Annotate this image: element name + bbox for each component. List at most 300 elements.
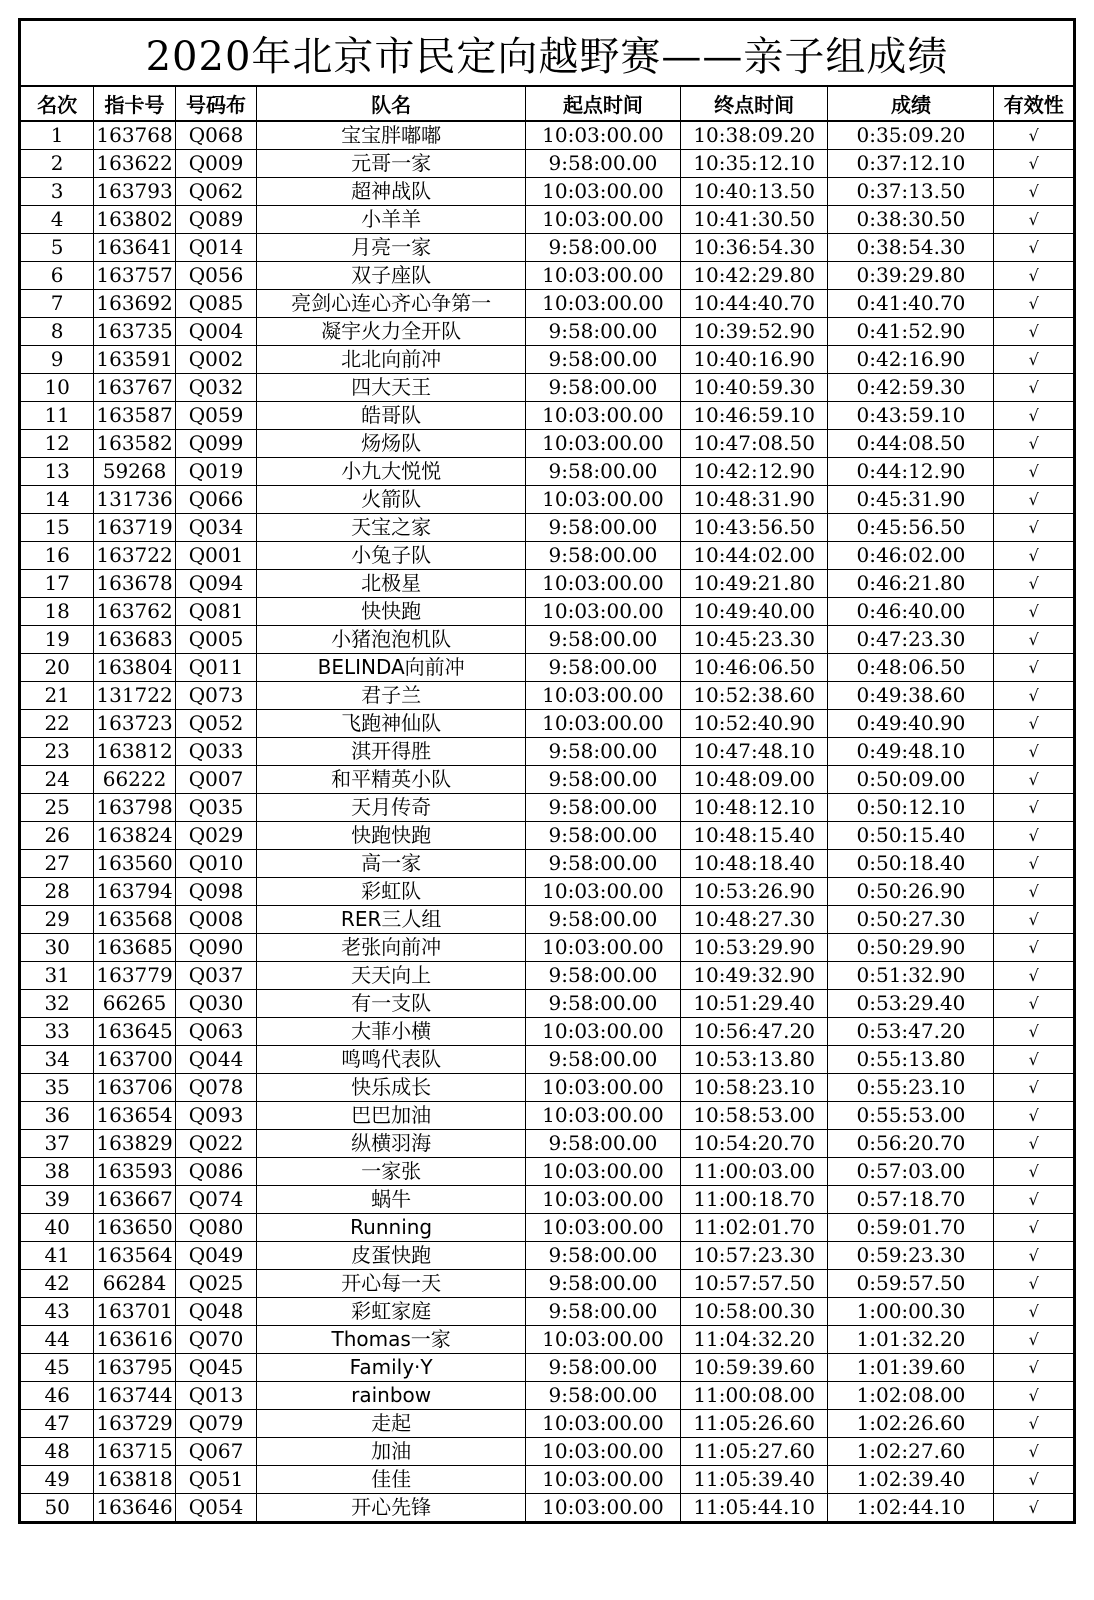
result-time-cell: 0:59:01.70 <box>828 1214 994 1242</box>
column-header-team: 队名 <box>257 86 526 121</box>
validity-cell: √ <box>994 878 1075 906</box>
bib-cell: Q022 <box>175 1130 256 1158</box>
rank-cell: 13 <box>20 458 94 486</box>
table-row <box>20 1130 1075 1158</box>
finish-time-cell: 10:53:26.90 <box>680 878 828 906</box>
column-header-card: 指卡号 <box>94 86 175 121</box>
team-name-cell: 皮蛋快跑 <box>257 1242 526 1270</box>
card-cell: 163768 <box>94 121 175 150</box>
result-time-cell: 0:37:13.50 <box>828 178 994 206</box>
rank-cell: 41 <box>20 1242 94 1270</box>
result-time-cell: 0:41:40.70 <box>828 290 994 318</box>
rank-cell: 4 <box>20 206 94 234</box>
results-sheet <box>18 18 1076 1524</box>
result-time-cell: 0:50:27.30 <box>828 906 994 934</box>
result-time-cell: 0:38:30.50 <box>828 206 994 234</box>
table-row <box>20 121 1075 150</box>
validity-cell: √ <box>994 262 1075 290</box>
validity-cell: √ <box>994 1186 1075 1214</box>
finish-time-cell: 10:40:13.50 <box>680 178 828 206</box>
team-name-cell: 和平精英小队 <box>257 766 526 794</box>
rank-cell: 34 <box>20 1046 94 1074</box>
validity-cell: √ <box>994 346 1075 374</box>
result-time-cell: 0:50:29.90 <box>828 934 994 962</box>
result-time-cell: 0:35:09.20 <box>828 121 994 150</box>
table-row <box>20 1494 1075 1523</box>
rank-cell: 11 <box>20 402 94 430</box>
team-name-cell: 蜗牛 <box>257 1186 526 1214</box>
validity-cell: √ <box>994 150 1075 178</box>
table-row <box>20 682 1075 710</box>
table-row <box>20 514 1075 542</box>
card-cell: 163650 <box>94 1214 175 1242</box>
table-row <box>20 1382 1075 1410</box>
validity-cell: √ <box>994 1466 1075 1494</box>
card-cell: 163593 <box>94 1158 175 1186</box>
column-header-bib: 号码布 <box>175 86 256 121</box>
team-name-cell: 北北向前冲 <box>257 346 526 374</box>
bib-cell: Q090 <box>175 934 256 962</box>
bib-cell: Q099 <box>175 430 256 458</box>
start-time-cell: 9:58:00.00 <box>526 458 681 486</box>
bib-cell: Q019 <box>175 458 256 486</box>
table-row <box>20 990 1075 1018</box>
column-header-finish-time: 终点时间 <box>680 86 828 121</box>
bib-cell: Q079 <box>175 1410 256 1438</box>
team-name-cell: 皓哥队 <box>257 402 526 430</box>
finish-time-cell: 10:47:48.10 <box>680 738 828 766</box>
rank-cell: 49 <box>20 1466 94 1494</box>
rank-cell: 10 <box>20 374 94 402</box>
bib-cell: Q052 <box>175 710 256 738</box>
rank-cell: 27 <box>20 850 94 878</box>
validity-cell: √ <box>994 794 1075 822</box>
finish-time-cell: 11:00:03.00 <box>680 1158 828 1186</box>
finish-time-cell: 10:35:12.10 <box>680 150 828 178</box>
team-name-cell: 加油 <box>257 1438 526 1466</box>
table-row <box>20 962 1075 990</box>
result-time-cell: 0:44:08.50 <box>828 430 994 458</box>
rank-cell: 45 <box>20 1354 94 1382</box>
bib-cell: Q056 <box>175 262 256 290</box>
result-time-cell: 0:42:59.30 <box>828 374 994 402</box>
result-time-cell: 0:44:12.90 <box>828 458 994 486</box>
table-row <box>20 262 1075 290</box>
start-time-cell: 10:03:00.00 <box>526 1410 681 1438</box>
table-row <box>20 766 1075 794</box>
start-time-cell: 10:03:00.00 <box>526 1018 681 1046</box>
bib-cell: Q051 <box>175 1466 256 1494</box>
validity-cell: √ <box>994 654 1075 682</box>
bib-cell: Q005 <box>175 626 256 654</box>
rank-cell: 20 <box>20 654 94 682</box>
start-time-cell: 9:58:00.00 <box>526 1382 681 1410</box>
team-name-cell: 小猪泡泡机队 <box>257 626 526 654</box>
rank-cell: 5 <box>20 234 94 262</box>
result-time-cell: 0:49:48.10 <box>828 738 994 766</box>
card-cell: 163685 <box>94 934 175 962</box>
finish-time-cell: 11:05:26.60 <box>680 1410 828 1438</box>
result-time-cell: 1:01:39.60 <box>828 1354 994 1382</box>
bib-cell: Q093 <box>175 1102 256 1130</box>
table-row <box>20 1018 1075 1046</box>
rank-cell: 43 <box>20 1298 94 1326</box>
column-header-rank: 名次 <box>20 86 94 121</box>
validity-cell: √ <box>994 1298 1075 1326</box>
team-name-cell: 开心先锋 <box>257 1494 526 1523</box>
validity-cell: √ <box>994 850 1075 878</box>
bib-cell: Q089 <box>175 206 256 234</box>
validity-cell: √ <box>994 290 1075 318</box>
start-time-cell: 10:03:00.00 <box>526 262 681 290</box>
validity-cell: √ <box>994 962 1075 990</box>
team-name-cell: 开心每一天 <box>257 1270 526 1298</box>
rank-cell: 46 <box>20 1382 94 1410</box>
start-time-cell: 9:58:00.00 <box>526 738 681 766</box>
bib-cell: Q085 <box>175 290 256 318</box>
team-name-cell: 老张向前冲 <box>257 934 526 962</box>
finish-time-cell: 11:05:44.10 <box>680 1494 828 1523</box>
result-time-cell: 0:50:26.90 <box>828 878 994 906</box>
bib-cell: Q062 <box>175 178 256 206</box>
team-name-cell: 彩虹家庭 <box>257 1298 526 1326</box>
rank-cell: 29 <box>20 906 94 934</box>
rank-cell: 8 <box>20 318 94 346</box>
table-row <box>20 710 1075 738</box>
bib-cell: Q014 <box>175 234 256 262</box>
validity-cell: √ <box>994 1438 1075 1466</box>
card-cell: 163795 <box>94 1354 175 1382</box>
result-time-cell: 0:51:32.90 <box>828 962 994 990</box>
result-time-cell: 0:45:56.50 <box>828 514 994 542</box>
result-time-cell: 0:59:57.50 <box>828 1270 994 1298</box>
rank-cell: 7 <box>20 290 94 318</box>
rank-cell: 3 <box>20 178 94 206</box>
table-row <box>20 374 1075 402</box>
bib-cell: Q067 <box>175 1438 256 1466</box>
result-time-cell: 0:57:18.70 <box>828 1186 994 1214</box>
team-name-cell: 小九大悦悦 <box>257 458 526 486</box>
table-row <box>20 1186 1075 1214</box>
card-cell: 163701 <box>94 1298 175 1326</box>
bib-cell: Q029 <box>175 822 256 850</box>
result-time-cell: 0:37:12.10 <box>828 150 994 178</box>
result-time-cell: 0:50:09.00 <box>828 766 994 794</box>
table-row <box>20 570 1075 598</box>
bib-cell: Q070 <box>175 1326 256 1354</box>
result-time-cell: 0:38:54.30 <box>828 234 994 262</box>
finish-time-cell: 10:59:39.60 <box>680 1354 828 1382</box>
finish-time-cell: 10:38:09.20 <box>680 121 828 150</box>
team-name-cell: 鸣鸣代表队 <box>257 1046 526 1074</box>
start-time-cell: 10:03:00.00 <box>526 290 681 318</box>
result-time-cell: 1:01:32.20 <box>828 1326 994 1354</box>
card-cell: 163616 <box>94 1326 175 1354</box>
card-cell: 163729 <box>94 1410 175 1438</box>
start-time-cell: 9:58:00.00 <box>526 766 681 794</box>
start-time-cell: 9:58:00.00 <box>526 514 681 542</box>
start-time-cell: 9:58:00.00 <box>526 1242 681 1270</box>
validity-cell: √ <box>994 570 1075 598</box>
finish-time-cell: 10:56:47.20 <box>680 1018 828 1046</box>
finish-time-cell: 10:48:27.30 <box>680 906 828 934</box>
rank-cell: 23 <box>20 738 94 766</box>
validity-cell: √ <box>994 458 1075 486</box>
table-row <box>20 934 1075 962</box>
result-time-cell: 0:46:02.00 <box>828 542 994 570</box>
bib-cell: Q048 <box>175 1298 256 1326</box>
card-cell: 163722 <box>94 542 175 570</box>
column-header-result: 成绩 <box>828 86 994 121</box>
team-name-cell: 纵横羽海 <box>257 1130 526 1158</box>
finish-time-cell: 10:47:08.50 <box>680 430 828 458</box>
validity-cell: √ <box>994 1326 1075 1354</box>
column-header-start-time: 起点时间 <box>526 86 681 121</box>
start-time-cell: 10:03:00.00 <box>526 710 681 738</box>
table-row <box>20 1466 1075 1494</box>
card-cell: 163641 <box>94 234 175 262</box>
start-time-cell: 9:58:00.00 <box>526 654 681 682</box>
bib-cell: Q074 <box>175 1186 256 1214</box>
start-time-cell: 10:03:00.00 <box>526 430 681 458</box>
card-cell: 163719 <box>94 514 175 542</box>
start-time-cell: 9:58:00.00 <box>526 1270 681 1298</box>
start-time-cell: 9:58:00.00 <box>526 906 681 934</box>
team-name-cell: 巴巴加油 <box>257 1102 526 1130</box>
validity-cell: √ <box>994 1102 1075 1130</box>
result-time-cell: 0:45:31.90 <box>828 486 994 514</box>
card-cell: 163824 <box>94 822 175 850</box>
rank-cell: 33 <box>20 1018 94 1046</box>
rank-cell: 17 <box>20 570 94 598</box>
start-time-cell: 10:03:00.00 <box>526 178 681 206</box>
team-name-cell: 彩虹队 <box>257 878 526 906</box>
finish-time-cell: 10:48:09.00 <box>680 766 828 794</box>
team-name-cell: 一家张 <box>257 1158 526 1186</box>
start-time-cell: 10:03:00.00 <box>526 486 681 514</box>
start-time-cell: 10:03:00.00 <box>526 121 681 150</box>
rank-cell: 15 <box>20 514 94 542</box>
team-name-cell: 炀炀队 <box>257 430 526 458</box>
start-time-cell: 9:58:00.00 <box>526 1130 681 1158</box>
card-cell: 163706 <box>94 1074 175 1102</box>
validity-cell: √ <box>994 738 1075 766</box>
table-row <box>20 1354 1075 1382</box>
card-cell: 163757 <box>94 262 175 290</box>
header-row <box>20 86 1075 121</box>
team-name-cell: 北极星 <box>257 570 526 598</box>
result-time-cell: 0:43:59.10 <box>828 402 994 430</box>
page-title: 2020年北京市民定向越野赛——亲子组成绩 <box>20 20 1075 87</box>
validity-cell: √ <box>994 318 1075 346</box>
result-time-cell: 0:49:38.60 <box>828 682 994 710</box>
start-time-cell: 10:03:00.00 <box>526 402 681 430</box>
rank-cell: 28 <box>20 878 94 906</box>
bib-cell: Q011 <box>175 654 256 682</box>
start-time-cell: 9:58:00.00 <box>526 1354 681 1382</box>
card-cell: 163744 <box>94 1382 175 1410</box>
validity-cell: √ <box>994 766 1075 794</box>
result-time-cell: 0:46:21.80 <box>828 570 994 598</box>
team-name-cell: Thomas一家 <box>257 1326 526 1354</box>
team-name-cell: 佳佳 <box>257 1466 526 1494</box>
finish-time-cell: 10:42:29.80 <box>680 262 828 290</box>
bib-cell: Q045 <box>175 1354 256 1382</box>
result-time-cell: 0:42:16.90 <box>828 346 994 374</box>
table-row <box>20 878 1075 906</box>
rank-cell: 42 <box>20 1270 94 1298</box>
bib-cell: Q086 <box>175 1158 256 1186</box>
finish-time-cell: 11:00:18.70 <box>680 1186 828 1214</box>
finish-time-cell: 10:42:12.90 <box>680 458 828 486</box>
table-row <box>20 1102 1075 1130</box>
finish-time-cell: 10:48:31.90 <box>680 486 828 514</box>
finish-time-cell: 10:48:15.40 <box>680 822 828 850</box>
rank-cell: 21 <box>20 682 94 710</box>
bib-cell: Q009 <box>175 150 256 178</box>
team-name-cell: 有一支队 <box>257 990 526 1018</box>
validity-cell: √ <box>994 934 1075 962</box>
finish-time-cell: 10:52:38.60 <box>680 682 828 710</box>
table-row <box>20 542 1075 570</box>
card-cell: 163654 <box>94 1102 175 1130</box>
bib-cell: Q098 <box>175 878 256 906</box>
bib-cell: Q013 <box>175 1382 256 1410</box>
bib-cell: Q007 <box>175 766 256 794</box>
table-row <box>20 402 1075 430</box>
result-time-cell: 1:02:26.60 <box>828 1410 994 1438</box>
table-row <box>20 1074 1075 1102</box>
bib-cell: Q080 <box>175 1214 256 1242</box>
finish-time-cell: 11:05:39.40 <box>680 1466 828 1494</box>
team-name-cell: 宝宝胖嘟嘟 <box>257 121 526 150</box>
card-cell: 163818 <box>94 1466 175 1494</box>
validity-cell: √ <box>994 1494 1075 1523</box>
result-time-cell: 0:50:15.40 <box>828 822 994 850</box>
result-time-cell: 0:41:52.90 <box>828 318 994 346</box>
card-cell: 163767 <box>94 374 175 402</box>
start-time-cell: 10:03:00.00 <box>526 598 681 626</box>
bib-cell: Q059 <box>175 402 256 430</box>
table-row <box>20 1214 1075 1242</box>
validity-cell: √ <box>994 1046 1075 1074</box>
team-name-cell: 飞跑神仙队 <box>257 710 526 738</box>
results-body <box>20 121 1075 1523</box>
finish-time-cell: 11:05:27.60 <box>680 1438 828 1466</box>
card-cell: 163812 <box>94 738 175 766</box>
bib-cell: Q068 <box>175 121 256 150</box>
rank-cell: 22 <box>20 710 94 738</box>
card-cell: 163779 <box>94 962 175 990</box>
team-name-cell: 月亮一家 <box>257 234 526 262</box>
card-cell: 163564 <box>94 1242 175 1270</box>
validity-cell: √ <box>994 1270 1075 1298</box>
team-name-cell: 高一家 <box>257 850 526 878</box>
table-row <box>20 1438 1075 1466</box>
card-cell: 163829 <box>94 1130 175 1158</box>
card-cell: 66284 <box>94 1270 175 1298</box>
card-cell: 163798 <box>94 794 175 822</box>
start-time-cell: 10:03:00.00 <box>526 878 681 906</box>
card-cell: 163804 <box>94 654 175 682</box>
result-time-cell: 1:00:00.30 <box>828 1298 994 1326</box>
bib-cell: Q010 <box>175 850 256 878</box>
start-time-cell: 9:58:00.00 <box>526 822 681 850</box>
finish-time-cell: 10:44:02.00 <box>680 542 828 570</box>
team-name-cell: 四大天王 <box>257 374 526 402</box>
rank-cell: 30 <box>20 934 94 962</box>
finish-time-cell: 10:36:54.30 <box>680 234 828 262</box>
validity-cell: √ <box>994 822 1075 850</box>
start-time-cell: 9:58:00.00 <box>526 626 681 654</box>
team-name-cell: 超神战队 <box>257 178 526 206</box>
card-cell: 131736 <box>94 486 175 514</box>
result-time-cell: 0:57:03.00 <box>828 1158 994 1186</box>
table-row <box>20 1158 1075 1186</box>
start-time-cell: 9:58:00.00 <box>526 990 681 1018</box>
result-time-cell: 0:50:18.40 <box>828 850 994 878</box>
bib-cell: Q049 <box>175 1242 256 1270</box>
start-time-cell: 9:58:00.00 <box>526 318 681 346</box>
start-time-cell: 9:58:00.00 <box>526 794 681 822</box>
bib-cell: Q081 <box>175 598 256 626</box>
bib-cell: Q066 <box>175 486 256 514</box>
rank-cell: 25 <box>20 794 94 822</box>
validity-cell: √ <box>994 1354 1075 1382</box>
rank-cell: 18 <box>20 598 94 626</box>
finish-time-cell: 10:44:40.70 <box>680 290 828 318</box>
card-cell: 163692 <box>94 290 175 318</box>
start-time-cell: 9:58:00.00 <box>526 1046 681 1074</box>
card-cell: 163715 <box>94 1438 175 1466</box>
bib-cell: Q073 <box>175 682 256 710</box>
finish-time-cell: 10:57:57.50 <box>680 1270 828 1298</box>
start-time-cell: 9:58:00.00 <box>526 1298 681 1326</box>
team-name-cell: 大菲小横 <box>257 1018 526 1046</box>
rank-cell: 12 <box>20 430 94 458</box>
validity-cell: √ <box>994 1158 1075 1186</box>
rank-cell: 35 <box>20 1074 94 1102</box>
card-cell: 163622 <box>94 150 175 178</box>
team-name-cell: 快跑快跑 <box>257 822 526 850</box>
result-time-cell: 0:55:23.10 <box>828 1074 994 1102</box>
table-row <box>20 234 1075 262</box>
card-cell: 163646 <box>94 1494 175 1523</box>
card-cell: 131722 <box>94 682 175 710</box>
rank-cell: 40 <box>20 1214 94 1242</box>
rank-cell: 1 <box>20 121 94 150</box>
table-row <box>20 794 1075 822</box>
start-time-cell: 10:03:00.00 <box>526 1158 681 1186</box>
finish-time-cell: 10:52:40.90 <box>680 710 828 738</box>
card-cell: 163591 <box>94 346 175 374</box>
bib-cell: Q034 <box>175 514 256 542</box>
table-row <box>20 850 1075 878</box>
finish-time-cell: 11:00:08.00 <box>680 1382 828 1410</box>
bib-cell: Q094 <box>175 570 256 598</box>
finish-time-cell: 10:46:06.50 <box>680 654 828 682</box>
finish-time-cell: 10:57:23.30 <box>680 1242 828 1270</box>
table-row <box>20 1298 1075 1326</box>
team-name-cell: BELINDA向前冲 <box>257 654 526 682</box>
table-row <box>20 1242 1075 1270</box>
start-time-cell: 9:58:00.00 <box>526 150 681 178</box>
result-time-cell: 0:59:23.30 <box>828 1242 994 1270</box>
validity-cell: √ <box>994 1130 1075 1158</box>
team-name-cell: 天月传奇 <box>257 794 526 822</box>
finish-time-cell: 10:40:59.30 <box>680 374 828 402</box>
table-row <box>20 346 1075 374</box>
